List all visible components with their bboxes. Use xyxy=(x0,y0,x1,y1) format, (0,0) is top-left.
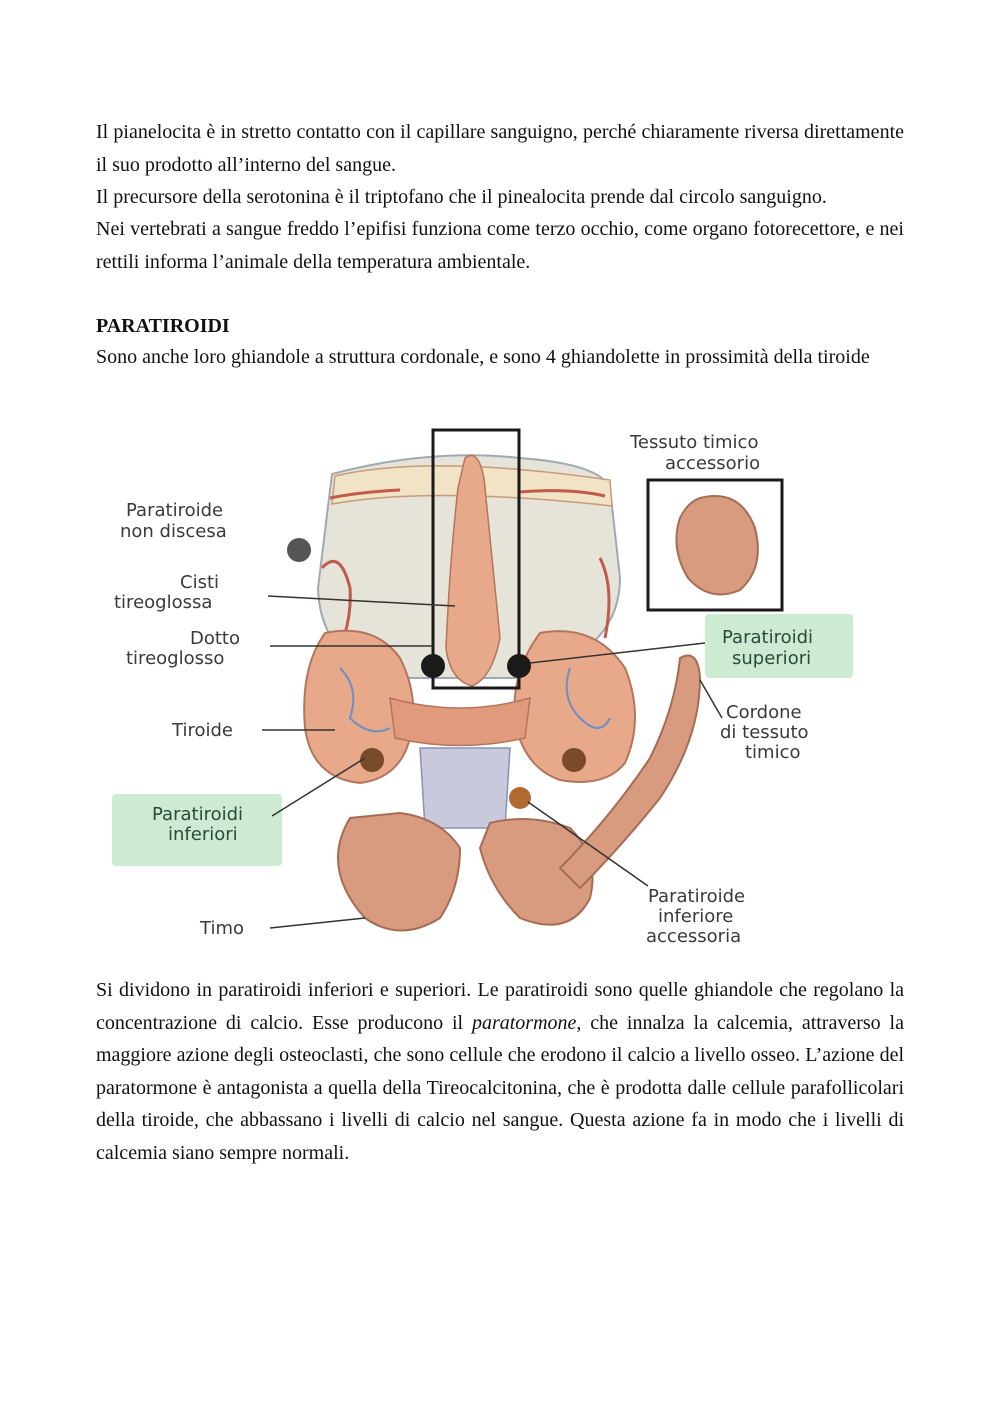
label-cisti: Cisti xyxy=(180,572,220,593)
paratiroidi-figure xyxy=(100,418,860,958)
paragraph-paratiroidi-intro: Sono anche loro ghiandole a struttura cordonale, e sono 4 ghiandolette in prossimità della tiroide xyxy=(96,346,870,368)
label-tireoglosso: tireoglosso xyxy=(126,648,225,669)
label-inferiore: inferiore xyxy=(658,906,734,927)
label-timico: timico xyxy=(745,742,801,763)
label-cordone: Cordone xyxy=(726,702,802,723)
paragraph-epifisi: Nei vertebrati a sangue freddo l’epifisi funziona come terzo occhio, come organo fotorecettore, e nei rettili informa l’animale della temperatura ambientale. xyxy=(96,218,904,273)
paragraph-text-2: , che innalza la calcemia, attraverso la maggiore azione degli osteoclasti, che sono cellule che erodono il calcio a livello osseo. L’azione del paratormone è antagonista a quella della Tireocalcitonina, che è prodotta dalle cellule parafollicolari della tiroide, che abbassano i livelli di calcio nel sangue. Questa azione fa in modo che i livelli di calcemia siano sempre normali. xyxy=(96,1011,904,1164)
paratiroide-superiore-left-dot xyxy=(421,654,445,678)
label-paratiroidi-superiori: Paratiroidi xyxy=(722,627,814,648)
label-accessoria: accessoria xyxy=(646,926,742,947)
label-tessuto-accessorio: accessorio xyxy=(665,453,761,474)
paratiroide-inferiore-left-dot xyxy=(360,748,384,772)
paragraph-serotonina: Il precursore della serotonina è il triptofano che il pinealocita prende dal circolo sanguigno. xyxy=(96,186,827,208)
label-paratiroide-accessoria: Paratiroide xyxy=(648,886,746,907)
paratiroide-superiore-right-dot xyxy=(507,654,531,678)
paragraph-paratiroidi-funzione xyxy=(96,974,904,1169)
paratiroide-non-discesa-dot xyxy=(287,538,311,562)
thymus xyxy=(338,813,593,931)
paratiroide-accessoria-dot xyxy=(509,787,531,809)
label-tireoglossa: tireoglossa xyxy=(114,592,213,613)
label-tessuto-timico: Tessuto timico xyxy=(630,432,759,453)
label-non-discesa: non discesa xyxy=(120,521,227,542)
thyroid-isthmus xyxy=(390,698,530,746)
label-inferiori: inferiori xyxy=(168,824,238,845)
paragraph-pinealocita: Il pianelocita è in stretto contatto con il capillare sanguigno, perché chiaramente riversa direttamente il suo prodotto all’interno del sangue. xyxy=(96,121,904,176)
label-paratiroidi-inferiori: Paratiroidi xyxy=(152,804,244,825)
label-di-tessuto: di tessuto xyxy=(720,722,809,743)
label-dotto: Dotto xyxy=(190,628,241,649)
paratormone-term: paratormone xyxy=(471,1011,577,1034)
label-paratiroide-non-discesa: Paratiroide xyxy=(126,500,224,521)
label-timo: Timo xyxy=(200,918,244,939)
label-tiroide: Tiroide xyxy=(172,720,233,741)
paratiroide-inferiore-right-dot xyxy=(562,748,586,772)
label-superiori: superiori xyxy=(732,648,812,669)
trachea xyxy=(420,748,510,828)
accessory-thymus-tissue xyxy=(676,496,757,594)
section-heading: PARATIROIDI xyxy=(96,315,230,337)
paragraph-text-1: Si dividono in paratiroidi inferiori e superiori. Le paratiroidi sono quelle ghiandole che regolano la concentrazione di calcio. Esse producono il xyxy=(96,979,904,1034)
